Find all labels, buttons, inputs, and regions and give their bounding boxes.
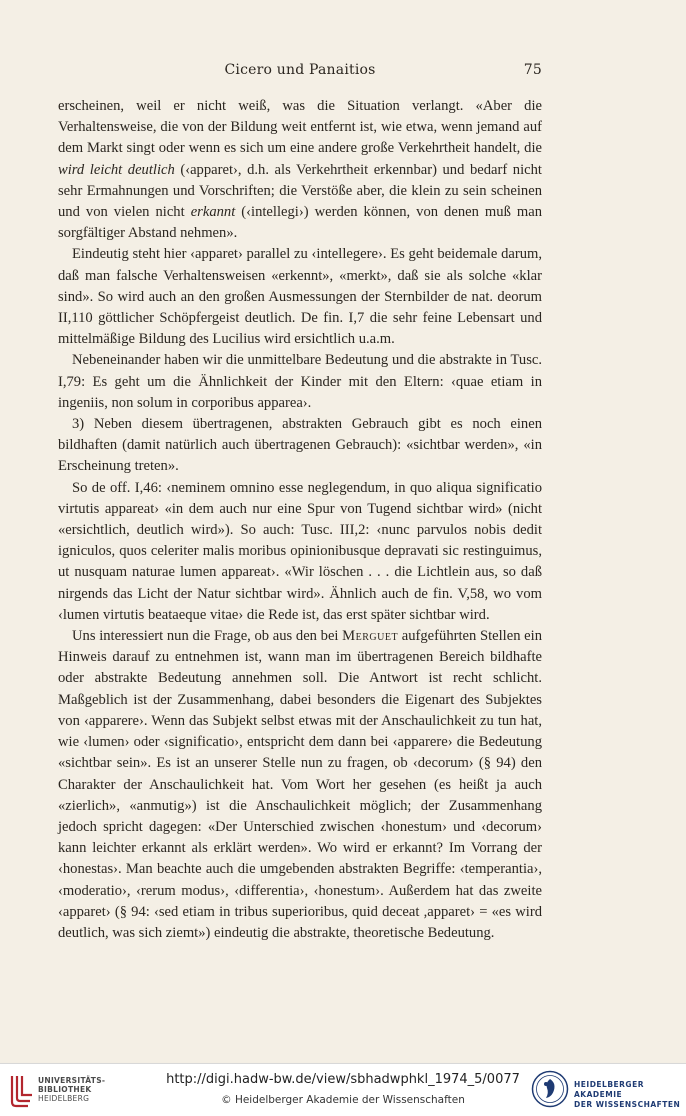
paragraph xyxy=(58,414,542,478)
paragraph xyxy=(58,626,542,944)
text-run: So de off. I,46: ‹neminem omnino esse neglegendum, in quo aliqua significatio virtutis appareat› «in dem auch nur eine Spur von Tugend sichtbar wird» (nicht «ersichtlich, deutlich wird»). So auch: Tusc. III,2: ‹nunc parvulos nobis dedit igniculos, quos celeriter malis moribus opinionibusque depravati sic restinguimus, ut nusquam naturae lumen appareat›. «Wir löschen . . . die Lichtlein aus, so daß nirgends das Licht der Natur sichtbar wird». Ähnlich auch de fin. V,58, wo vom ‹lumen virtutis beataeque vitae› die Rede ist, das erst später sichtbar wird. xyxy=(58,479,542,623)
emphasis: erkannt xyxy=(190,204,236,221)
copyright-notice: © Heidelberger Akademie der Wissenschaften xyxy=(221,1094,465,1106)
page-number: 75 xyxy=(523,62,542,78)
text-run: Uns interessiert nun die Frage, ob aus den bei xyxy=(72,628,343,645)
text-run: Nebeneinander haben wir die unmittelbare Bedeutung und die abstrakte in Tusc. I,79: Es geht um die Ähnlichkeit der Kinder mit den Eltern: ‹quae etiam in ingeniis, non solum in corporibus apparea›. xyxy=(58,352,542,411)
text-run: (‹intellegi›) werden können, von denen muß man sorgfältiger Abstand nehmen». xyxy=(58,204,543,242)
running-title: Cicero und Panaitios xyxy=(224,62,376,78)
paragraph xyxy=(58,350,542,414)
text-run: 3) Neben diesem übertragenen, abstrakten Gebrauch gibt es noch einen bildhaften (damit natürlich auch übertragenen Gebrauch): «sichtbar werden», «in Erscheinung treten». xyxy=(58,416,542,475)
text-run: (‹apparet›, d.h. als Verkehrtheit erkennbar) und bedarf nicht sehr Ermahnungen und Vorschriften; die Verstöße aber, die klein zu sein scheinen und von vielen nicht xyxy=(58,161,542,221)
academy-seal-icon[interactable] xyxy=(531,1070,569,1108)
academy-name: HEIDELBERGER AKADEMIE DER WISSENSCHAFTEN xyxy=(574,1080,681,1109)
text-run: erscheinen, weil er nicht weiß, was die Situation verlangt. «Aber die Verhaltensweise, die von der Bildung weit entfernt ist, wie etwa, wenn jemand auf dem Markt singt oder wenn es sich um eine andere große Verkehrtheit handelt, die xyxy=(58,98,542,157)
viewer-footer xyxy=(0,1063,686,1116)
permalink-url[interactable]: http://digi.hadw-bw.de/view/sbhadwphkl_1974_5/0077 xyxy=(166,1072,520,1087)
text-run: aufgeführten Stellen ein Hinweis darauf zu entnehmen ist, wann man im übertragenen Bereich bildhafte oder abstrakte Bedeutung annehmen soll. Die Antwort ist recht schlicht. Maßgeblich ist der Zusammenhang, dabei besonders die Eigenart des Subjektes von ‹apparere›. Wenn das Subjekt selbst etwas mit der Anschaulichkeit zu tun hat, wie ‹lumen› oder ‹significatio›, entspricht dem dann bei ‹apparere› die Bedeutung «sichtbar sein». Es ist an unserer Stelle nun zu fragen, ob ‹decorum› (§ 94) den Charakter der Anschaulichkeit hat. Vom Wort her gesehen (es heißt ja auch «zierlich», «anmutig») ist die Anschaulichkeit möglich; der Zusammenhang jedoch spricht dagegen: «Der Unterschied zwischen ‹honestum› und ‹decorum› kann leichter erkannt als erklärt werden». Wo wird er erkannt? Im Vorrang der ‹honestas›. Man beachte auch die umgebenden abstrakten Begriffe: ‹temperantia›, ‹moderatio›, ‹rerum modus›, ‹differentia›, ‹honestum›. Außerdem hat das zweite ‹apparet› (§ 94: ‹sed etiam in tribus superioribus, quid deceat ,apparet› = «es wird deutlich, was sich ziemt») eindeutig die abstrakte, theoretische Bedeutung. xyxy=(58,628,543,941)
paragraph xyxy=(58,244,542,350)
body-text xyxy=(58,96,542,944)
paragraph xyxy=(58,478,542,626)
emphasis: wird leicht deutlich xyxy=(58,161,175,178)
ub-name: UNIVERSITÄTS- BIBLIOTHEK HEIDELBERG xyxy=(38,1076,106,1103)
author-name: Merguet xyxy=(342,628,399,645)
text-run: Eindeutig steht hier ‹apparet› parallel zu ‹intellegere›. Es geht beidemale darum, daß man falsche Verhaltensweisen «erkennt», «merkt», daß sie als solche «klar sind». So wird auch an den großen Ausmessungen der Sternbilder de nat. deorum II,110 göttlicher Schöpfergeist deutlich. De fin. I,7 die sehr feine Lebensart und mittelmäßige Bildung des Lucilius wird ersichtlich u.a.m. xyxy=(58,246,542,348)
paragraph xyxy=(58,96,542,244)
